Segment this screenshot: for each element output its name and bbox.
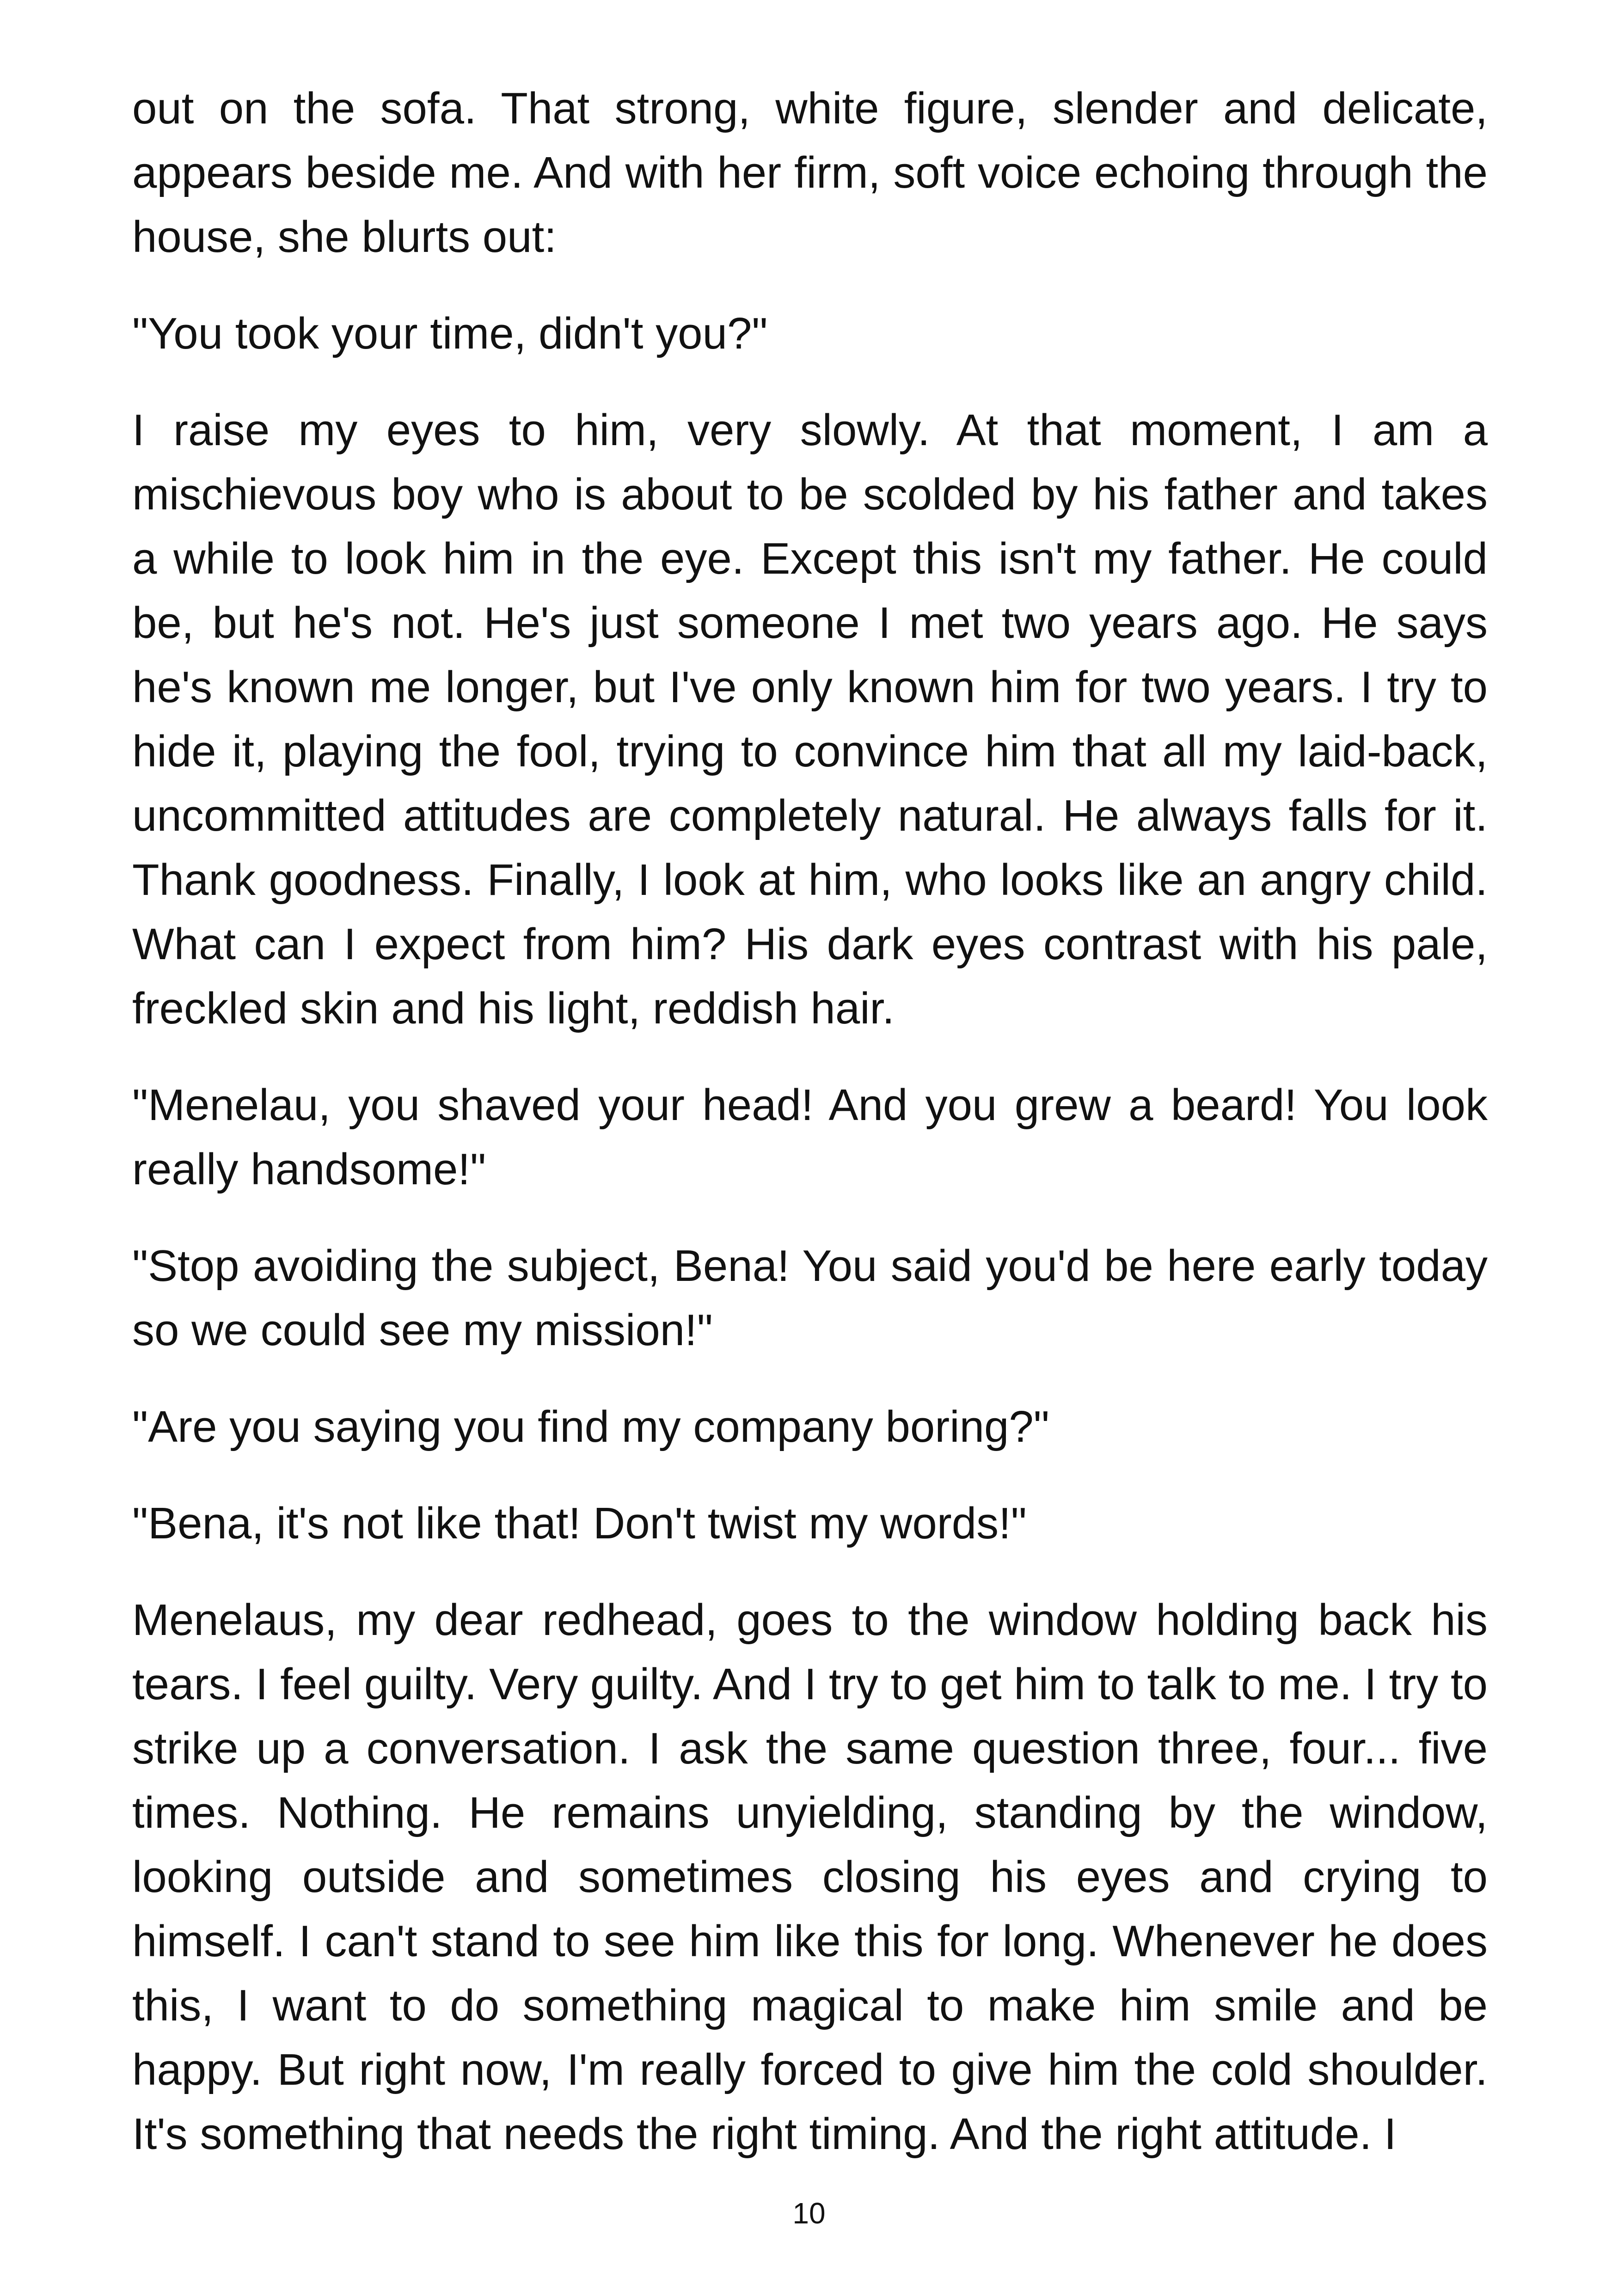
- paragraph: "Are you saying you find my company boring?": [132, 1402, 1049, 1451]
- paragraph: Menelaus, my dear redhead, goes to the window holding back his tears. I feel guilty. Very guilty. And I try to get him to talk to me. I try to strike up a conversation. I ask the same question three, four... five times. Nothing. He remains unyielding, standing by the window, looking outside and sometimes closing his eyes and crying to himself. I can't stand to see him like this for long. Whenever he does this, I want to do something magical to make him smile and be happy. But right now, I'm really forced to give him the cold shoulder. It's something that needs the right timing. And the right attitude. I: [132, 1595, 1488, 2159]
- paragraph: "Menelau, you shaved your head! And you grew a beard! You look really handsome!": [132, 1080, 1488, 1194]
- paragraph: I raise my eyes to him, very slowly. At that moment, I am a mischievous boy who is about to be scolded by his father and takes a while to look him in the eye. Except this isn't my father. He could be, but he's not. He's just someone I met two years ago. He says he's known me longer, but I've only known him for two years. I try to hide it, playing the fool, trying to convince him that all my laid-back, uncommitted attitudes are completely natural. He always falls for it. Thank goodness. Finally, I look at him, who looks like an angry child. What can I expect from him? His dark eyes contrast with his pale, freckled skin and his light, reddish hair.: [132, 405, 1488, 1033]
- paragraph: "Bena, it's not like that! Don't twist my words!": [132, 1499, 1027, 1548]
- paragraph: "Stop avoiding the subject, Bena! You said you'd be here early today so we could see my mission!": [132, 1241, 1488, 1355]
- body-text: [132, 76, 1488, 2198]
- page-number: 10: [792, 2197, 826, 2230]
- paragraph: "You took your time, didn't you?": [132, 309, 768, 358]
- paragraph: out on the sofa. That strong, white figure, slender and delicate, appears beside me. And with her firm, soft voice echoing through the house, she blurts out:: [132, 84, 1488, 262]
